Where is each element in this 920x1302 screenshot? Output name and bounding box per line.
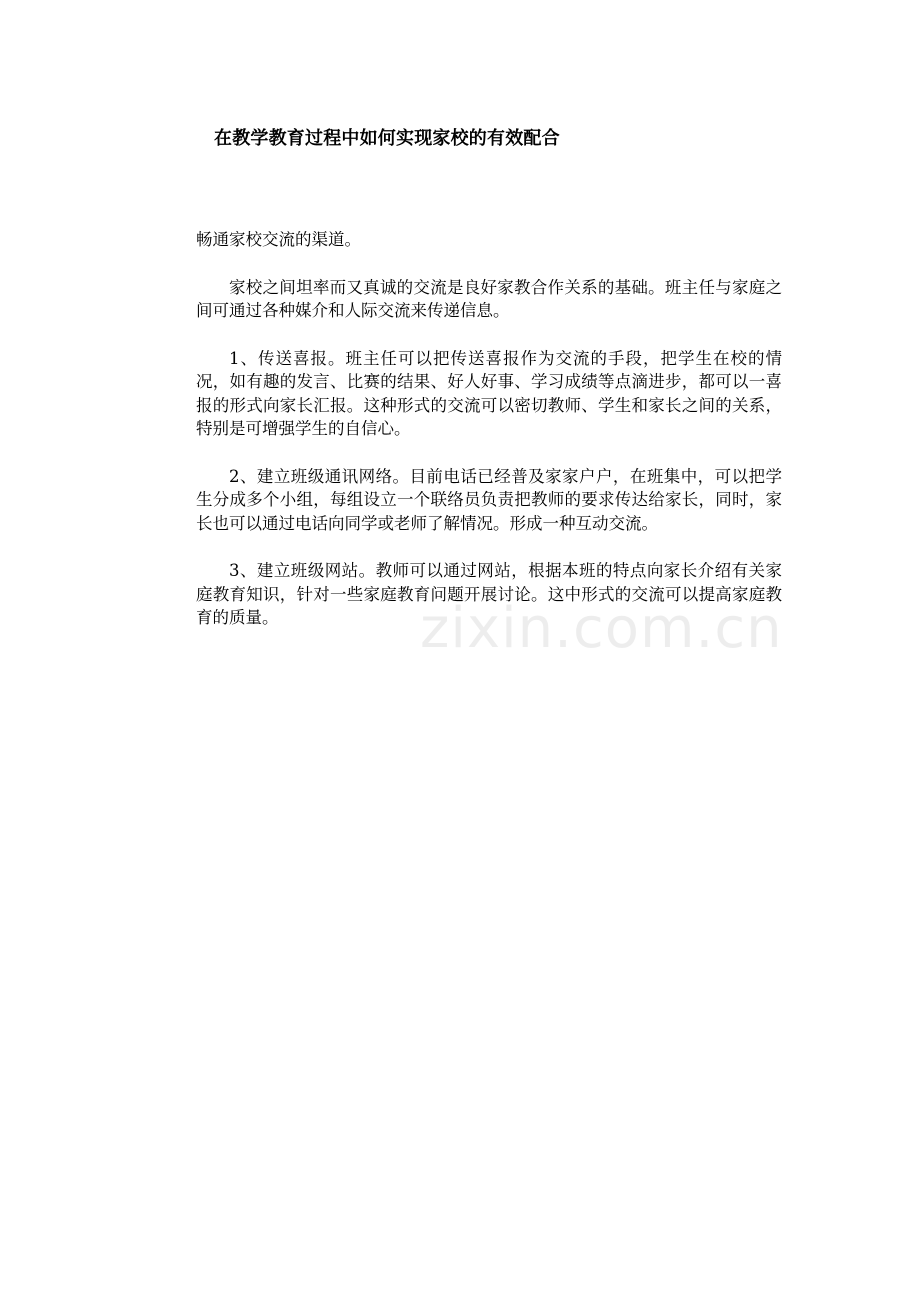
document-title: 在教学教育过程中如何实现家校的有效配合: [214, 128, 560, 149]
paragraph-item-2: 2、建立班级通讯网络。目前电话已经普及家家户户，在班集中，可以把学生分成多个小组，每组设立一个联络员负责把教师的要求传达给家长，同时，家长也可以通过电话向同学或老师了解情况。形成一种互动交流。: [196, 466, 782, 533]
document-body: [196, 228, 782, 654]
paragraph-item-3: 3、建立班级网站。教师可以通过网站，根据本班的特点向家长介绍有关家庭教育知识，针对一些家庭教育问题开展讨论。这中形式的交流可以提高家庭教育的质量。: [196, 561, 782, 627]
paragraph-heading: 畅通家校交流的渠道。: [196, 230, 361, 249]
watermark-text: zixin.com.cn: [420, 596, 783, 661]
paragraph-intro: 家校之间坦率而又真诚的交流是良好家教合作关系的基础。班主任与家庭之间可通过各种媒介和人际交流来传递信息。: [196, 277, 782, 320]
paragraph-item-1: 1、传送喜报。班主任可以把传送喜报作为交流的手段，把学生在校的情况，如有趣的发言、比赛的结果、好人好事、学习成绩等点滴进步，都可以一喜报的形式向家长汇报。这种形式的交流可以密切教师、学生和家长之间的关系，特别是可增强学生的自信心。: [196, 348, 782, 438]
